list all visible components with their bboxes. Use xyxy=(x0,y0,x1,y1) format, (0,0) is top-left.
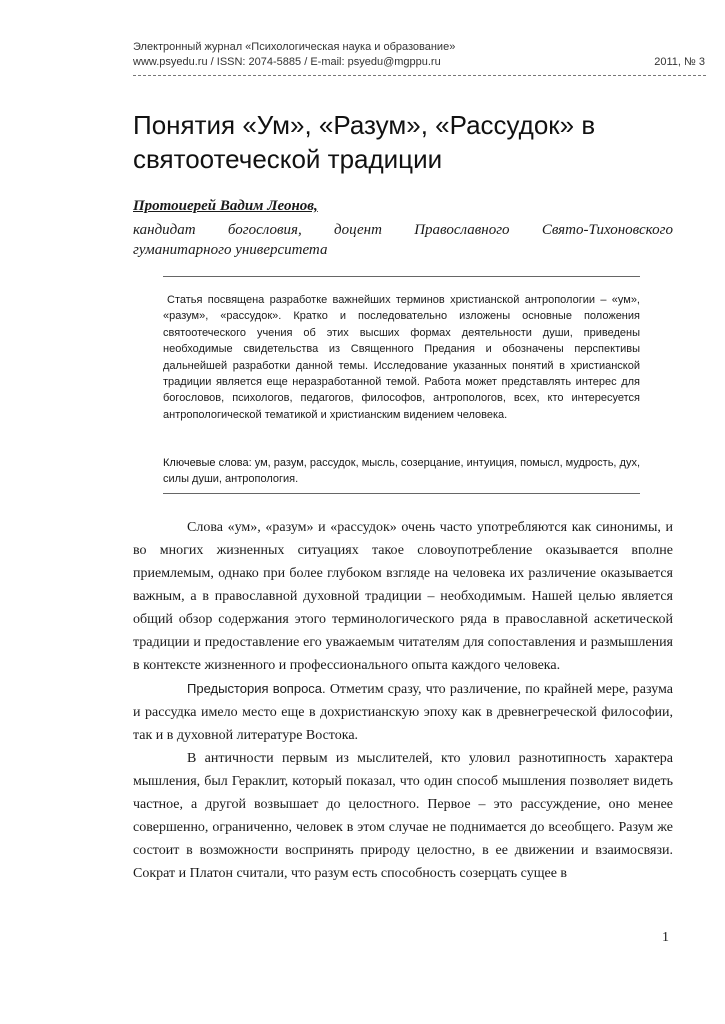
affiliation-word: Православного xyxy=(414,222,510,238)
body-paragraph-2 xyxy=(133,677,673,747)
title-line-1: Понятия «Ум», «Разум», «Рассудок» в xyxy=(133,110,596,140)
affiliation-word: доцент xyxy=(334,222,382,238)
affiliation-word: богословия, xyxy=(227,222,302,238)
affiliation-word: Свято-Тихоновского xyxy=(541,222,673,238)
journal-header xyxy=(133,40,705,70)
journal-contacts-row xyxy=(133,55,705,70)
keywords-label: Ключевые слова: xyxy=(163,457,252,469)
affiliation-line-1 xyxy=(133,220,673,240)
journal-contacts: www.psyedu.ru / ISSN: 2074-5885 / E-mail: psyedu@mgppu.ru xyxy=(133,56,441,68)
paragraph-2-text: Отметим сразу, что различение, по крайней мере, разума и рассудка имело место еще в дохристианскую эпоху как в древнегреческой философии, так и в духовной литературе Востока. xyxy=(133,682,673,743)
keywords xyxy=(163,455,640,488)
body-paragraph-3: В античности первым из мыслителей, кто уловил разнотипность характера мышления, был Гераклит, который показал, что один способ мышления позволяет видеть частное, а другой возвышает до целостного. Первое – это рассуждение, оно менее совершенно, ограниченно, человек в этом случае не поднимается до всеобщего. Разум же состоит в возможности воспринять природу целостно, в ее движении и взаимосвязи. Сократ и Платон считали, что разум есть способность созерцать сущее в xyxy=(133,751,673,881)
keywords-list: ум, разум, рассудок, мысль, созерцание, интуиция, помысл, мудрость, дух, силы души, антропология. xyxy=(163,457,641,486)
article-body xyxy=(133,516,673,885)
body-paragraph-1: Слова «ум», «разум» и «рассудок» очень часто употребляются как синонимы, и во многих жизненных ситуациях такое словоупотребление оказывается вполне приемлемым, однако при более глубоком взгляде на человека их различение оказывается важным, а в православной духовной традиции – необходимым. Нашей целью является общий обзор содержания этого терминологического ряда в православной аскетической традиции и предоставление его уважаемым читателям для сопоставления и размышления в контексте жизненного и профессионального опыта каждого человека. xyxy=(133,520,673,673)
author-affiliation xyxy=(133,220,673,260)
affiliation-line-2: гуманитарного университета xyxy=(133,242,328,258)
article-title xyxy=(133,108,693,176)
issue-number: 2011, № 3 xyxy=(654,56,705,68)
abstract-text: Статья посвящена разработке важнейших терминов христианской антропологии – «ум», «разум», «рассудок». Кратко и последовательно изложены основные положения святоотеческого учения об этих высших формах деятельности души, приведены необходимые свидетельства из Священного Предания и обозначены перспективы дальнейшей разработки данной темы. Исследование указанных понятий в христианской традиции является еще неразработанной темой. Работа может представлять интерес для богословов, психологов, педагогов, философов, антропологов, всех, кто интересуется антропологической тематикой и христианским видением человека. xyxy=(163,294,640,421)
section-heading-prehistory: Предыстория вопроса. xyxy=(187,681,326,696)
author-name: Протоиерей Вадим Леонов, xyxy=(133,198,318,214)
affiliation-word: кандидат xyxy=(133,222,196,238)
header-divider xyxy=(133,75,706,76)
journal-name: Электронный журнал «Психологическая наука и образование» xyxy=(133,41,456,53)
abstract-top-rule xyxy=(163,276,640,277)
abstract-bottom-rule xyxy=(163,493,640,494)
page-number: 1 xyxy=(662,930,669,945)
title-line-2: святоотеческой традиции xyxy=(133,144,443,174)
